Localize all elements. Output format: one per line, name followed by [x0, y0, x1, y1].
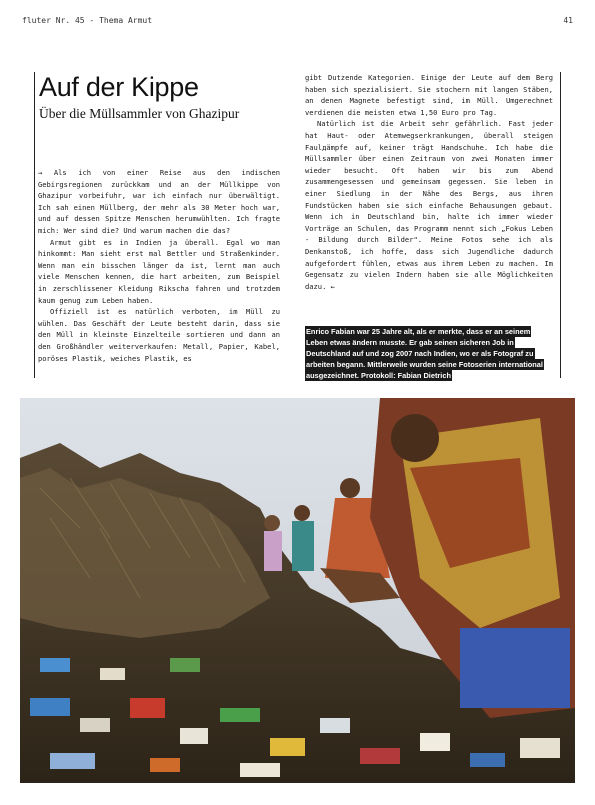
article-subheadline: Über die Müllsammler von Ghazipur — [39, 106, 240, 121]
magazine-issue-label: fluter Nr. 45 - Thema Armut — [22, 16, 153, 25]
author-bio — [305, 326, 553, 381]
body-column-2 — [305, 72, 553, 292]
paragraph: gibt Dutzende Kategorien. Einige der Leute auf dem Berg haben sich spezialisiert. Sie stochern mit langen Stäben, an denen Magnete befestigt sind, im Müll. Umgerechnet verdienen die meisten etwa 1,50 Euro pro Tag. — [305, 73, 553, 117]
running-header — [22, 16, 573, 30]
right-column-rule — [560, 72, 561, 378]
garbage-dump-photo — [20, 398, 575, 783]
paragraph: → Als ich von einer Reise aus den indischen Gebirgsregionen zurückkam und an der Müllkippe von Ghazipur vorbeifuhr, war ich einfach nur überwältigt. Ich sah einen Müllberg, der mehr als 30 Meter hoch war, und auf dessen Spitze Menschen herumwühlten. Ich fragte mich: Wer sind die? Und warum machen die das? — [38, 168, 280, 235]
title-block — [34, 72, 292, 122]
photo-illustration — [20, 398, 575, 783]
page-number: 41 — [563, 16, 573, 25]
paragraph: Armut gibt es in Indien ja überall. Egal wo man hinkommt: Man sieht erst mal Bettler und Straßenkinder. Wenn man ein bisschen länger da ist, lernt man auch viele Menschen kennen, die hart arbeiten, zum Beispiel in zerschlissener Kleidung Rikscha fahren und trotzdem kaum genug zum Leben haben. — [38, 237, 280, 305]
author-bio-text: Enrico Fabian war 25 Jahre alt, als er merkte, dass er an seinem Leben etwas ändern musste. Er gab seinen sicheren Job in Deutschland auf und zog 2007 nach Indien, wo er als Fotograf zu arbeiten begann. Mittlerweile wurden seine Fotoserien international ausgezeichnet. Protokoll: Fabian Dietrich — [306, 327, 543, 380]
paragraph: Offiziell ist es natürlich verboten, im Müll zu wühlen. Das Geschäft der Leute besteht darin, dass sie den Müll in kleinste Einzelteile sortieren und dann an den Großhändler weiterverkaufen: Metall, Papier, Kabel, poröses Plastik, weiches Plastik, es — [38, 307, 280, 363]
paragraph: Natürlich ist die Arbeit sehr gefährlich. Fast jeder hat Haut- oder Atemwegserkrankungen, überall steigen Faulдämpfe auf, keiner trägt Handschuhe. Ich habe die Müllsammler über einen Zeitraum von zwei Monaten immer wieder besucht. Oft haben wir bis zum Abend zusammengesessen und gemeinsam gegessen. Sie leben in einer Siedlung in der Nähe des Bergs, aus ihren Fundstücken haben sie sich einfache Behausungen gebaut. Wenn ich in Deutschland bin, halte ich immer wieder Vorträge an Schulen, das Programm nennt sich „Fokus Leben - Bildung durch Bilder". Meine Fotos sehe ich als Denkanstoß, ich hoffe, dass sich Jugendliche dadurch aufgefordert fühlen, etwas aus ihrem Leben zu machen. Im Gegensatz zu vielen Indern haben sie alle Möglichkeiten dazu. ← — [305, 119, 553, 291]
article-headline: Auf der Kippe — [39, 72, 199, 102]
body-column-1 — [38, 167, 280, 364]
